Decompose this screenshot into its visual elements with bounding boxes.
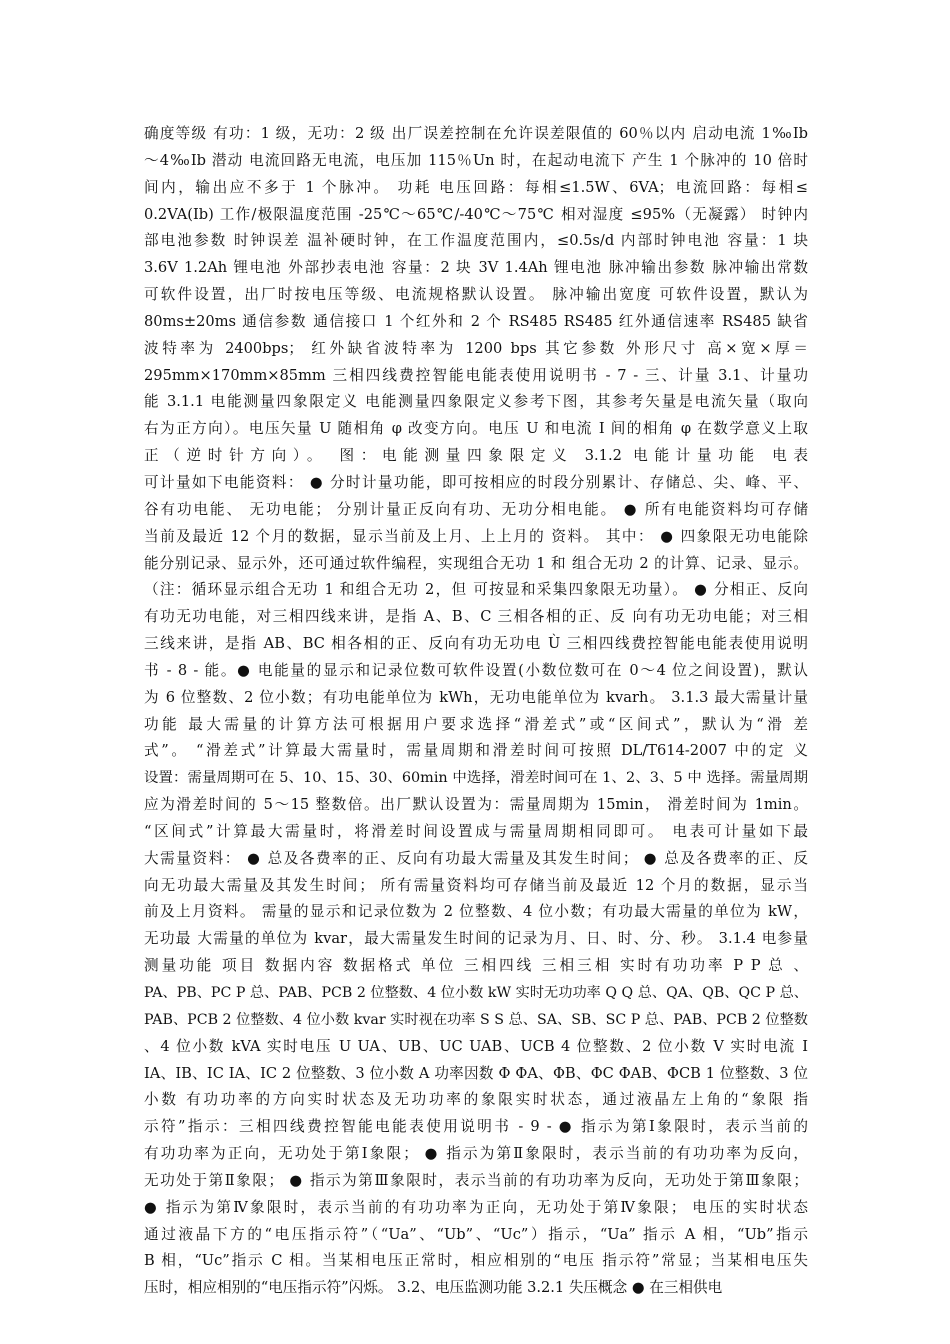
text-line: 谷有功电能、 无功电能； 分别计量正反向有功、无功分相电能。 ● 所有电能资料均可存储 — [144, 500, 808, 518]
text-line: ～4‰Ib 潜动 电流回路无电流，电压加 115％Un 时，在起动电流下 产生 1 个脉冲的 10 倍时 — [144, 151, 808, 169]
text-line: 能分别记录、显示外，还可通过软件编程，实现组合无功 1 和 组合无功 2 的计算、记录、显示。 — [144, 554, 808, 572]
text-line: 测量功能 项目 数据内容 数据格式 单位 三相四线 三相三相 实时有功功率 P P 总 、 — [144, 957, 808, 975]
text-line: 波特率为 2400bps； 红外缺省波特率为 1200 bps 其它参数 外形尺寸 高×宽×厚＝ — [144, 339, 808, 357]
text-line: 向无功最大需量及其发生时间； 所有需量资料均可存储当前及最近 12 个月的数据，显示当 — [144, 876, 808, 894]
text-line: 功能 最大需量的计算方法可根据用户要求选择“滑差式”或“区间式”，默认为“滑 差 — [144, 715, 808, 733]
text-line: 大需量资料： ● 总及各费率的正、反向有功最大需量及其发生时间； ● 总及各费率的正、反 — [144, 849, 808, 867]
text-line: 压时，相应相别的“电压指示符”闪烁。 3.2、电压监测功能 3.2.1 失压概念 ● 在三相供电 — [144, 1279, 723, 1297]
text-line: 通过液晶下方的“电压指示符”（“Ua”、“Ub”、“Uc”）指示，“Ua” 指示 A 相，“Ub”指示 — [144, 1225, 808, 1243]
text-line: 小数 有功功率的方向实时状态及无功功率的象限实时状态，通过液晶左上角的“象限 指 — [144, 1091, 808, 1109]
text-line: 有功无功电能，对三相四线来讲，是指 A、B、C 三相各相的正、反 向有功无功电能；对三相 — [144, 608, 808, 626]
text-line: 可计量如下电能资料： ● 分时计量功能，即可按相应的时段分别累计、存储总、尖、峰、平、 — [144, 473, 808, 491]
text-line: 设置：需量周期可在 5、10、15、30、60min 中选择，滑差时间可在 1、2、3、5 中 选择。需量周期 — [144, 770, 808, 787]
text-line: 部电池参数 时钟误差 温补硬时钟，在工作温度范围内，≤0.5s/d 内部时钟电池 容量：1 块 — [144, 232, 808, 250]
text-line: 295mm×170mm×85mm 三相四线费控智能电能表使用说明书 - 7 - 三、计量 3.1、计量功 — [144, 366, 808, 384]
text-line: 正（逆时针方向）。 图：电能测量四象限定义 3.1.2 电能计量功能 电表 — [144, 447, 808, 465]
text-line: 可软件设置，出厂时按电压等级、电流规格默认设置。 脉冲输出宽度 可软件设置，默认为 — [144, 286, 808, 304]
text-line: 示符”指示：三相四线费控智能电能表使用说明书 - 9 - ● 指示为第Ⅰ象限时，表示当前的 — [144, 1118, 808, 1136]
text-line: B 相，“Uc”指示 C 相。当某相电压正常时，相应相别的“电压 指示符”常显；当某相电压失 — [144, 1252, 808, 1270]
text-line: PAB、PCB 2 位整数、4 位小数 kvar 实时视在功率 S S 总、SA、SB、SC P 总、PAB、PCB 2 位整数 — [144, 1011, 808, 1028]
text-line: 无功最 大需量的单位为 kvar，最大需量发生时间的记录为月、日、时、分、秒。 3.1.4 电参量 — [144, 930, 808, 948]
text-line: IA、IB、IC IA、IC 2 位整数、3 位小数 A 功率因数 Φ ΦA、ΦB、ΦC ΦAB、ΦCB 1 位整数、3 位 — [144, 1064, 808, 1082]
text-line: 右为正方向）。电压矢量 U 随相角 φ 改变方向。电压 U 和电流 I 间的相角 φ 在数学意义上取 — [144, 420, 808, 438]
text-line: 有功功率为正向，无功处于第Ⅰ象限； ● 指示为第Ⅱ象限时，表示当前的有功功率为反向， — [144, 1145, 808, 1163]
text-line: 书 - 8 - 能。● 电能量的显示和记录位数可软件设置(小数位数可在 0～4 位之间设置)，默认 — [144, 661, 808, 679]
text-line: 间内，输出应不多于 1 个脉冲。 功耗 电压回路：每相≤1.5W、6VA；电流回路：每相≤ — [144, 178, 808, 196]
text-line: 为 6 位整数、2 位小数；有功电能单位为 kWh，无功电能单位为 kvarh。 3.1.3 最大需量计量 — [144, 688, 808, 706]
text-line: ● 指示为第Ⅳ象限时，表示当前的有功功率为正向，无功处于第Ⅳ象限； 电压的实时状态 — [144, 1198, 808, 1216]
text-line: 确度等级 有功：1 级，无功：2 级 出厂误差控制在允许误差限值的 60％以内 启动电流 1‰Ib — [144, 125, 808, 142]
text-line: 前及上月资料。 需量的显示和记录位数为 2 位整数、4 位小数；有功最大需量的单位为 kW， — [144, 903, 808, 921]
text-line: 3.6V 1.2Ah 锂电池 外部抄表电池 容量：2 块 3V 1.4Ah 锂电池 脉冲输出参数 脉冲输出常数 — [144, 259, 808, 277]
text-line: 无功处于第Ⅱ象限； ● 指示为第Ⅲ象限时，表示当前的有功功率为反向，无功处于第Ⅲ象限； — [144, 1171, 808, 1189]
text-line: 、4 位小数 kVA 实时电压 U UA、UB、UC UAB、UCB 4 位整数、2 位小数 V 实时电流 I — [144, 1037, 808, 1055]
text-line: （注：循环显示组合无功 1 和组合无功 2，但 可按显和采集四象限无功量）。 ● 分相正、反向 — [144, 581, 808, 599]
text-line: 能 3.1.1 电能测量四象限定义 电能测量四象限定义参考下图，其参考矢量是电流矢量（取向 — [144, 393, 808, 411]
text-line: 0.2VA(Ib) 工作/极限温度范围 -25℃～65℃/-40℃～75℃ 相对湿度 ≤95%（无凝露） 时钟内 — [144, 205, 808, 223]
text-line: 三线来讲，是指 AB、BC 相各相的正、反向有功无功电 Ù 三相四线费控智能电能表使用说明 — [144, 635, 808, 653]
text-line: 应为滑差时间的 5～15 整数倍。出厂默认设置为：需量周期为 15min， 滑差时间为 1min。 — [144, 796, 808, 814]
text-line: 当前及最近 12 个月的数据，显示当前及上月、上上月的 资料。 其中： ● 四象限无功电能除 — [144, 527, 808, 545]
body-text — [144, 121, 808, 1302]
text-line: “区间式”计算最大需量时，将滑差时间设置成与需量周期相同即可。 电表可计量如下最 — [144, 822, 808, 840]
text-line: 式”。 “滑差式”计算最大需量时，需量周期和滑差时间可按照 DL/T614-2007 中的定 义 — [144, 742, 808, 760]
text-line: 80ms±20ms 通信参数 通信接口 1 个红外和 2 个 RS485 RS485 红外通信速率 RS485 缺省 — [144, 312, 808, 330]
text-line: PA、PB、PC P 总、PAB、PCB 2 位整数、4 位小数 kW 实时无功功率 Q Q 总、QA、QB、QC P 总、 — [144, 985, 808, 1001]
